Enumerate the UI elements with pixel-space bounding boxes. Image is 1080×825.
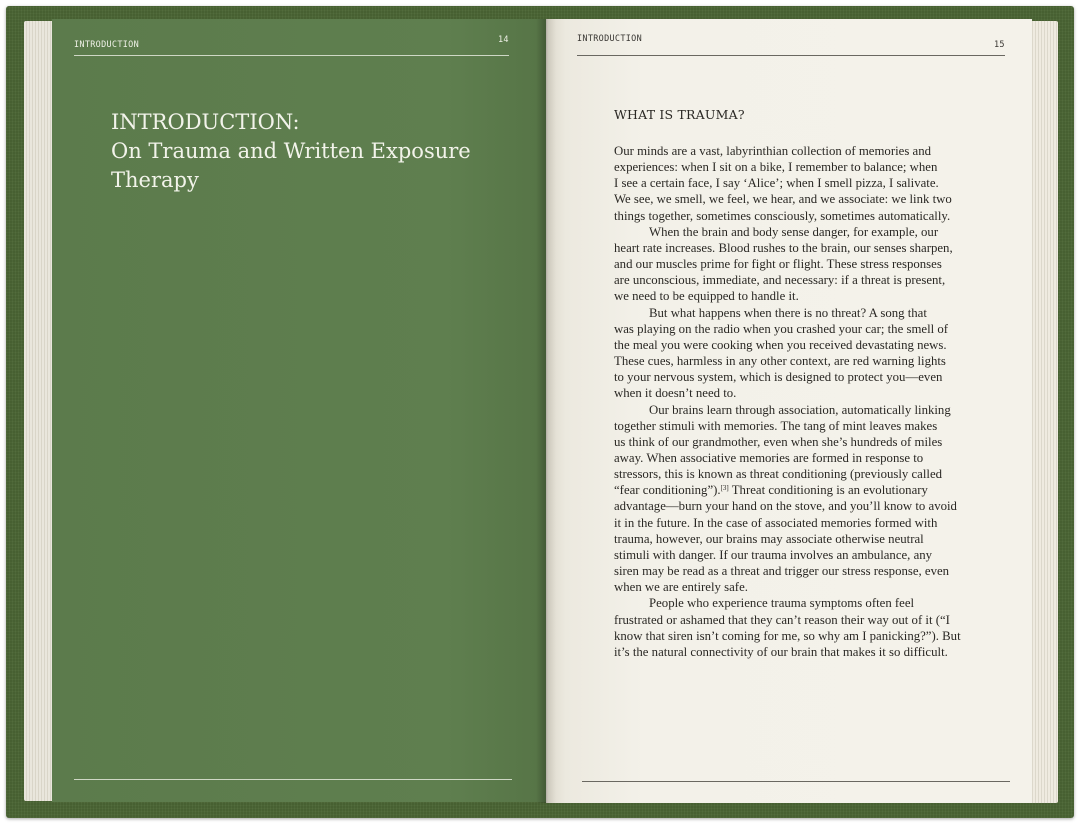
paragraph xyxy=(614,402,974,596)
text-fragment: Threat conditioning is an evolutionary xyxy=(728,483,928,498)
text-line: it in the future. In the case of associated memories formed with xyxy=(614,515,938,530)
left-footer-rule xyxy=(74,779,512,780)
text-line: siren may be read as a threat and trigger our stress response, even xyxy=(614,564,950,579)
paragraph xyxy=(614,143,974,224)
text-line: we need to be equipped to handle it. xyxy=(614,289,799,304)
text-line: when it doesn’t need to. xyxy=(614,386,737,401)
text-line: But what happens when there is no threat? A song that xyxy=(649,305,927,320)
paragraph xyxy=(614,305,974,402)
paragraph xyxy=(614,224,974,305)
text-line xyxy=(614,482,974,498)
text-line: when we are entirely safe. xyxy=(614,580,748,595)
text-line: together stimuli with memories. The tang of mint leaves makes xyxy=(614,418,938,433)
text-line: was playing on the radio when you crashed your car; the smell of xyxy=(614,321,949,336)
text-line: heart rate increases. Blood rushes to the brain, our senses sharpen, xyxy=(614,240,953,255)
page-edges-left xyxy=(24,21,54,801)
text-line: stimuli with danger. If our trauma involves an ambulance, any xyxy=(614,547,933,562)
text-line: to your nervous system, which is designed to protect you—even xyxy=(614,370,943,385)
text-line: experiences: when I sit on a bike, I remember to balance; when xyxy=(614,160,938,175)
section-heading: WHAT IS TRAUMA? xyxy=(614,107,745,122)
right-header-rule xyxy=(577,55,1005,56)
text-line: trauma, however, our brains may associate otherwise neutral xyxy=(614,531,924,546)
text-line: it’s the natural connectivity of our brain that makes it so difficult. xyxy=(614,644,948,659)
text-line: and our muscles prime for fight or flight. These stress responses xyxy=(614,257,942,272)
right-page-number: 15 xyxy=(994,40,1005,50)
text-line: advantage—burn your hand on the stove, and you’ll know to avoid xyxy=(614,499,957,514)
text-line: These cues, harmless in any other context, are red warning lights xyxy=(614,354,946,369)
text-line: are unconscious, immediate, and necessary: if a threat is present, xyxy=(614,273,946,288)
body-text xyxy=(614,143,974,660)
text-fragment: “fear conditioning”). xyxy=(614,483,721,498)
right-running-head: INTRODUCTION xyxy=(577,34,643,44)
text-line: the meal you were cooking when you received devastating news. xyxy=(614,337,947,352)
text-line: stressors, this is known as threat conditioning (previously called xyxy=(614,467,943,482)
chapter-title-line: Therapy xyxy=(111,168,199,192)
left-running-head: INTRODUCTION xyxy=(74,40,140,50)
left-header-rule xyxy=(74,55,509,56)
text-line: frustrated or ashamed that they can’t reason their way out of it (“I xyxy=(614,612,950,627)
left-page-number: 14 xyxy=(498,35,509,45)
text-line: things together, sometimes consciously, sometimes automatically. xyxy=(614,208,951,223)
text-line: We see, we smell, we feel, we hear, and we associate: we link two xyxy=(614,192,952,207)
left-page xyxy=(52,19,546,802)
paragraph xyxy=(614,595,974,660)
page-edges-right xyxy=(1030,21,1058,803)
text-line: When the brain and body sense danger, for example, our xyxy=(649,224,939,239)
text-line: People who experience trauma symptoms often feel xyxy=(649,596,915,611)
text-line: Our brains learn through association, automatically linking xyxy=(649,402,951,417)
right-page xyxy=(546,19,1032,803)
chapter-title xyxy=(111,108,511,195)
text-line: Our minds are a vast, labyrinthian collection of memories and xyxy=(614,144,931,158)
chapter-title-line: On Trauma and Written Exposure xyxy=(111,139,471,163)
text-line: us think of our grandmother, even when she’s hundreds of miles xyxy=(614,434,943,449)
footnote-marker[interactable]: [3] xyxy=(720,484,729,493)
text-line: I see a certain face, I say ‘Alice’; when I smell pizza, I salivate. xyxy=(614,176,939,191)
text-line: know that siren isn’t coming for me, so why am I panicking?”). But xyxy=(614,628,961,643)
right-footer-rule xyxy=(582,781,1010,782)
chapter-title-line: INTRODUCTION: xyxy=(111,110,300,134)
text-line: away. When associative memories are formed in response to xyxy=(614,450,924,465)
